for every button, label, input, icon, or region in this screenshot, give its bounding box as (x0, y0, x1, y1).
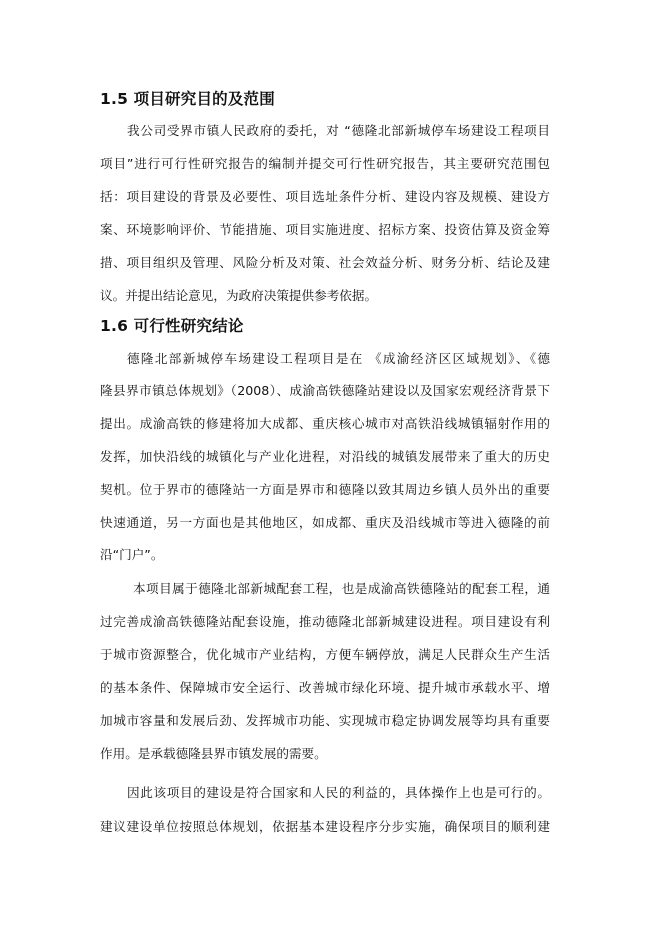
paragraph-line: 项目”进行可行性研究报告的编制并提交可行性研究报告，其主要研究范围包 (100, 156, 550, 171)
paragraph-line: 过完善成渝高铁德隆站配套设施，推动德隆北部新城建设进程。项目建设有利 (100, 614, 550, 629)
paragraph-line: 的基本条件、保障城市安全运行、改善城市绿化环境、提升城市承载水平、增 (100, 680, 550, 695)
section-heading-1-6: 1.6 可行性研究结论 (100, 317, 244, 335)
paragraph-line: 沿“门户”。 (100, 547, 164, 562)
paragraph-line: 契机。位于界市的德隆站一方面是界市和德隆以致其周边乡镇人员外出的重要 (100, 482, 550, 497)
paragraph-line: 括：项目建设的背景及必要性、项目选址条件分析、建设内容及规模、建设方 (100, 189, 550, 204)
paragraph-line: 建议建设单位按照总体规划，依据基本建设程序分步实施，确保项目的顺利建 (100, 819, 550, 834)
paragraph-line: 案、环境影响评价、节能措施、项目实施进度、招标方案、投资估算及资金筹 (100, 222, 550, 237)
paragraph-line: 我公司受界市镇人民政府的委托，对 “德隆北部新城停车场建设工程项目 (127, 123, 550, 138)
paragraph-line: 隆县界市镇总体规划》（2008）、成渝高铁德隆站建设以及国家宏观经济背景下 (100, 383, 550, 398)
paragraph-line: 发挥，加快沿线的城镇化与产业化进程，对沿线的城镇发展带来了重大的历史 (100, 449, 550, 464)
paragraph-line: 因此该项目的建设是符合国家和人民的利益的，具体操作上也是可行的。 (127, 785, 550, 800)
paragraph-line: 措、项目组织及管理、风险分析及对策、社会效益分析、财务分析、结论及建 (100, 255, 550, 270)
paragraph-line: 德隆北部新城停车场建设工程项目是在 《成渝经济区区域规划》、《德 (127, 351, 550, 366)
paragraph-line: 作用。是承载德隆县界市镇发展的需要。 (100, 746, 327, 761)
paragraph-line: 于城市资源整合，优化城市产业结构，方便车辆停放，满足人民群众生产生活 (100, 647, 550, 662)
paragraph-line: 提出。成渝高铁的修建将加大成都、重庆核心城市对高铁沿线城镇辐射作用的 (100, 416, 550, 431)
paragraph-line: 加城市容量和发展后劲、发挥城市功能、实现城市稳定协调发展等均具有重要 (100, 713, 550, 728)
paragraph-line: 本项目属于德隆北部新城配套工程，也是成渝高铁德隆站的配套工程，通 (133, 581, 550, 596)
paragraph-line: 快速通道，另一方面也是其他地区，如成都、重庆及沿线城市等进入德隆的前 (100, 515, 550, 530)
section-heading-1-5: 1.5 项目研究目的及范围 (100, 90, 275, 108)
paragraph-line: 议。并提出结论意见，为政府决策提供参考依据。 (100, 288, 378, 303)
